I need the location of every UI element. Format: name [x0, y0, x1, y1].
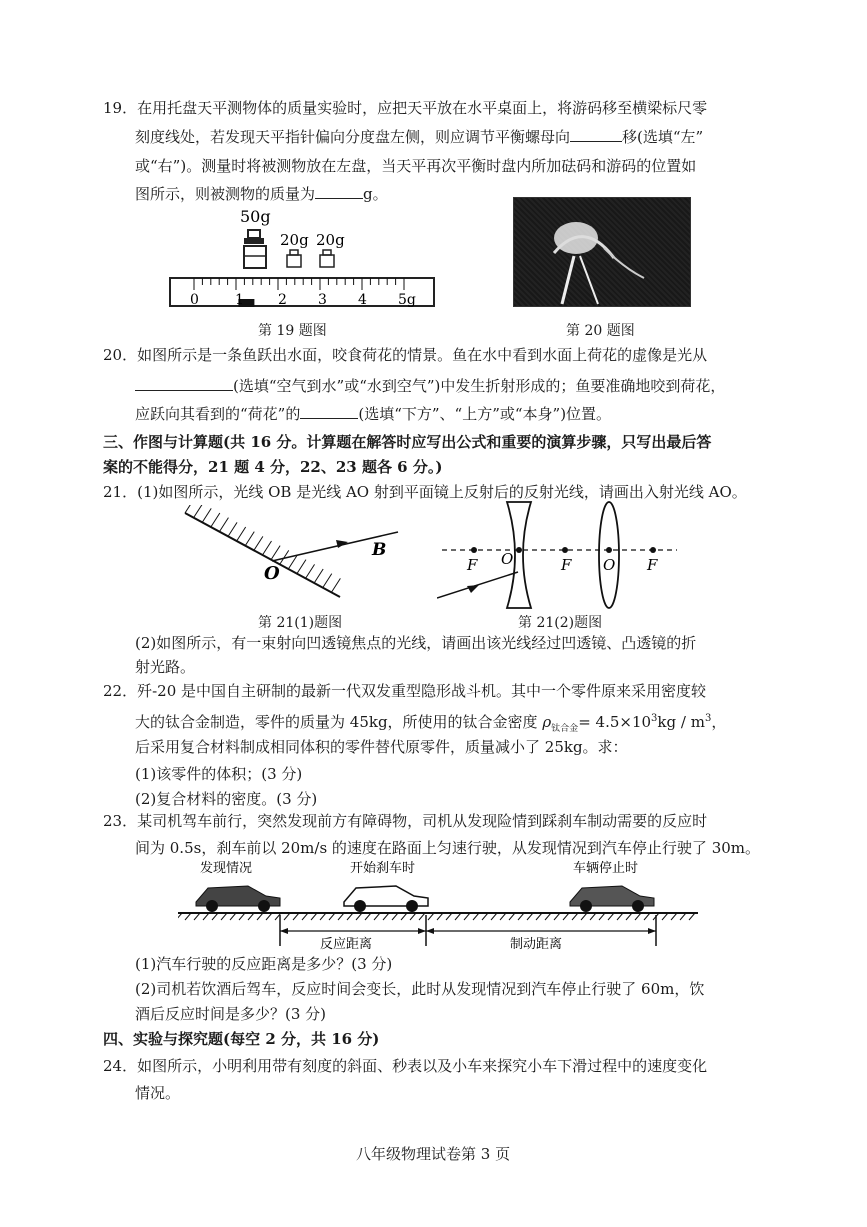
q23-figure: [178, 858, 698, 953]
q23-car-icon-2: [344, 886, 428, 912]
q23-label-brake-start: 开始刹车时: [350, 861, 416, 876]
q19-weight-50g-icon: [244, 230, 266, 268]
q19-tick-label-5: 5g: [398, 292, 416, 308]
q22-rho-symbol: ρ: [542, 713, 552, 731]
q19-blank-mass[interactable]: [315, 184, 363, 199]
q20-line-2-text: (选填“空气到水”或“水到空气”)中发生折射形成的；鱼要准确地咬到荷花，: [233, 377, 726, 395]
q23-part2-line-1: (2)司机若饮酒后驾车，反应时间会变长，此时从发现情况到汽车停止行驶了 60m，饮: [135, 980, 705, 998]
q19-caption: 第 19 题图: [258, 323, 327, 339]
q19-line-2-tail: 移(选填“左”: [622, 128, 704, 146]
q23-car-icon-3: [570, 886, 654, 912]
q21-fig2: [437, 500, 682, 615]
q20-line-1: 20．如图所示是一条鱼跃出水面，咬食荷花的情景。鱼在水中看到水面上荷花的虚像是光从: [103, 346, 708, 364]
q23-line-2: 间为 0.5s，刹车前以 20m/s 的速度在路面上匀速行驶，从发现情况到汽车停止行驶了 30m。: [135, 839, 761, 857]
q21-part2-line-1: (2)如图所示，有一束射向凹透镜焦点的光线，请画出该光线经过凹透镜、凸透镜的折: [135, 634, 697, 652]
q21-fig2-arrow-icon: [467, 585, 479, 593]
q21-fig1-caption: 第 21(1)题图: [258, 615, 343, 631]
q22-rho-subscript: 钛合金: [551, 724, 579, 734]
q20-line-3: [135, 404, 611, 424]
q21-label-b: B: [372, 540, 387, 560]
q22-rho-unit: kg / m: [657, 713, 705, 731]
q21-fig1: [180, 505, 410, 610]
q22-rho-formula: [542, 713, 579, 734]
q23-part2-line-2: 酒后反应时间是多少？(3 分): [135, 1005, 327, 1023]
q21-convex-lens: [599, 502, 619, 608]
q21-fig2-label-f1: F: [467, 556, 478, 574]
q19-line-3: 或“右”)。测量时将被测物放在左盘，当天平再次平衡时盘内所加砝码和游码的位置如: [135, 157, 697, 175]
q22-line-2-text: 大的钛合金制造，零件的质量为 45kg，所使用的钛合金密度: [135, 713, 538, 731]
q23-label-braking-distance: 制动距离: [510, 937, 563, 952]
q21-fig2-label-o2: O: [603, 556, 616, 574]
q22-rho-exp: 3: [651, 713, 658, 724]
q22-line-2: [135, 709, 726, 739]
q21-fig2-label-f3: F: [647, 556, 658, 574]
q22-rho-value: = 4.5×10: [578, 713, 652, 731]
q19-scale: [170, 278, 434, 308]
q22-rho-unit-exp: 3: [704, 713, 712, 724]
q21-part2-line-2: 射光路。: [135, 658, 196, 676]
q21-incident-ray: [437, 572, 518, 598]
q20-blank-position[interactable]: [300, 404, 358, 419]
q20-blank-medium[interactable]: [135, 376, 233, 391]
q23-part1: (1)汽车行驶的反应距离是多少？(3 分): [135, 955, 393, 973]
q22-line-3: 后采用复合材料制成相同体积的零件替代原零件，质量减小了 25kg。求：: [135, 738, 628, 756]
q21-label-o: O: [264, 563, 280, 584]
q20-caption: 第 20 题图: [566, 323, 635, 339]
q21-fig2-label-o1: O: [501, 550, 514, 568]
q22-line-1: 22．歼-20 是中国自主研制的最新一代双发重型隐形战斗机。其中一个零件原来采用密度较: [103, 682, 707, 700]
q21-fig2-label-f2: F: [561, 556, 572, 574]
q19-line-2: [135, 127, 703, 147]
q23-label-reaction-distance: 反应距离: [320, 937, 373, 952]
q24-line-2: 情况。: [135, 1084, 181, 1102]
q19-weight-20g-icon-1: [287, 250, 301, 267]
q19-tick-label-4: 4: [358, 292, 367, 308]
q19-weight-20g-icon-2: [320, 250, 334, 267]
q22-rho-comma: ，: [711, 713, 727, 731]
q21-center-dot-2: [606, 547, 612, 553]
q20-line-2: [135, 376, 725, 396]
q21-focus-dot-1: [471, 547, 477, 553]
q21-focus-dot-3: [650, 547, 656, 553]
q20-photo: [513, 197, 691, 307]
q19-line-1: 19．在用托盘天平测物体的质量实验时，应把天平放在水平桌面上，将游码移至横梁标尺零: [103, 99, 708, 117]
q19-tick-label-3: 3: [318, 292, 327, 308]
q19-tick-label-2: 2: [278, 292, 287, 308]
q20-line-3-tail: (选填“下方”、“上方”或“本身”)位置。: [358, 405, 612, 423]
section3-line-1: 三、作图与计算题(共 16 分。计算题在解答时应写出公式和重要的演算步骤，只写出最后答: [103, 433, 712, 451]
q19-blank-direction[interactable]: [570, 127, 622, 142]
q23-car-icon-1: [196, 886, 280, 912]
q19-weight-20g-label-1: 20g: [280, 231, 309, 249]
section3-line-2: 案的不能得分，21 题 4 分，22、23 题各 6 分。): [103, 458, 443, 476]
section4-title: 四、实验与探究题(每空 2 分，共 16 分): [103, 1030, 380, 1048]
q22-line-5: (2)复合材料的密度。(3 分): [135, 790, 318, 808]
q19-tick-label-0: 0: [190, 292, 199, 308]
q23-label-discover: 发现情况: [200, 861, 253, 876]
q23-label-stop: 车辆停止时: [573, 861, 639, 876]
q21-line-1: 21．(1)如图所示，光线 OB 是光线 AO 射到平面镜上反射后的反射光线，请画出入射光线 AO。: [103, 483, 747, 501]
q19-tick-label-1: 1: [235, 292, 244, 308]
q23-line-1: 23．某司机驾车前行，突然发现前方有障碍物，司机从发现险情到踩刹车制动需要的反应时: [103, 812, 708, 830]
q20-line-3-text: 应跃向其看到的“荷花”的: [135, 405, 301, 423]
q24-line-1: 24．如图所示，小明利用带有刻度的斜面、秒表以及小车来探究小车下滑过程中的速度变化: [103, 1057, 708, 1075]
page-footer: 八年级物理试卷第 3 页: [356, 1145, 511, 1163]
q21-center-dot-1: [516, 547, 522, 553]
q19-line-2-text: 刻度线处，若发现天平指针偏向分度盘左侧，则应调节平衡螺母向: [135, 128, 571, 146]
q22-line-4: (1)该零件的体积；(3 分): [135, 765, 303, 783]
q21-fig2-caption: 第 21(2)题图: [518, 615, 603, 631]
q19-line-4-unit: g。: [363, 185, 388, 203]
q19-line-4-text: 图所示，则被测物的质量为: [135, 185, 316, 203]
q19-weight-20g-label-2: 20g: [316, 231, 345, 249]
q21-focus-dot-2: [562, 547, 568, 553]
q19-figure: [160, 200, 450, 320]
q19-weight-50g-label: 50g: [240, 207, 271, 226]
